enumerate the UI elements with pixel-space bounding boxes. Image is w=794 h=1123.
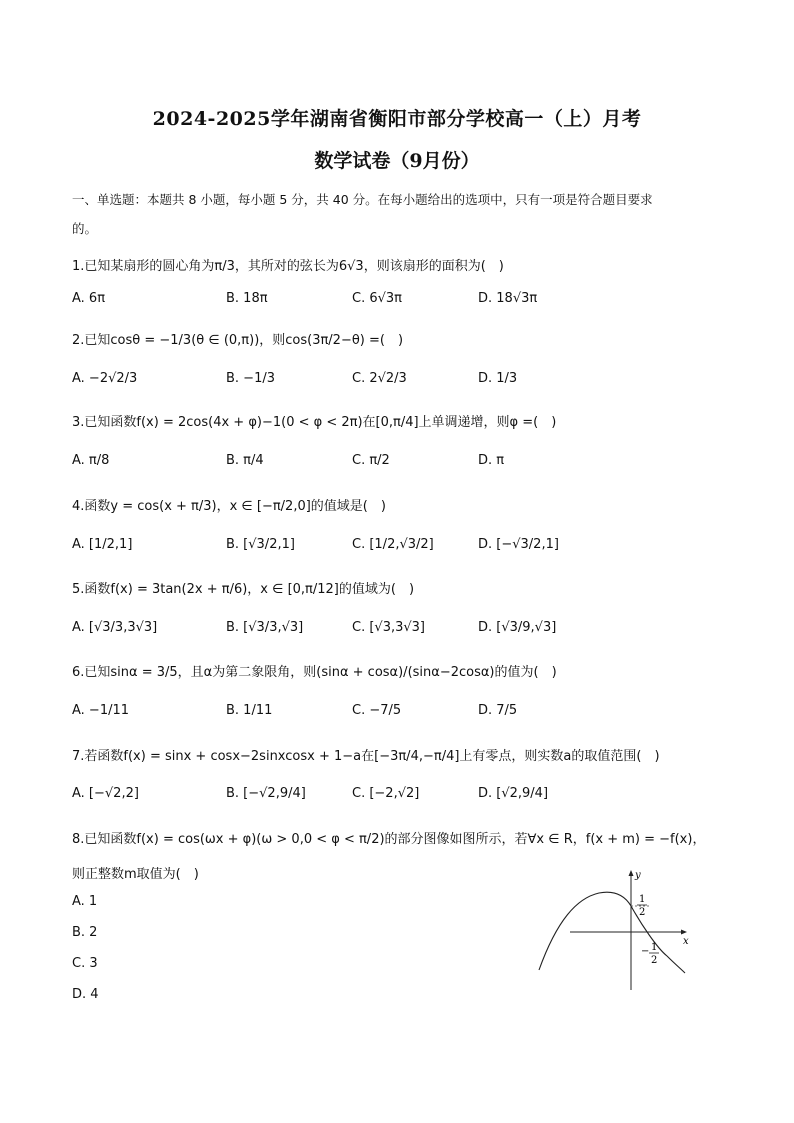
q7-option-c: C. [−2,√2] — [352, 786, 420, 801]
top-label-numerator: 1 — [639, 894, 646, 905]
q6-option-c: C. −7/5 — [352, 703, 402, 718]
q7-option-d: D. [√2,9/4] — [478, 786, 549, 801]
q3-option-a: A. π/8 — [72, 453, 110, 468]
x-axis-label: x — [683, 936, 689, 947]
question-1-stem: 1.已知某扇形的圆心角为π/3，其所对的弦长为6√3，则该扇形的面积为( ) — [72, 259, 504, 274]
q7-option-a: A. [−√2,2] — [72, 786, 139, 801]
cosine-graph-figure — [535, 862, 700, 997]
bottom-label-numerator: 1 — [651, 942, 658, 953]
q5-option-a: A. [√3/3,3√3] — [72, 620, 158, 635]
q8-option-d: D. 4 — [72, 987, 99, 1002]
section-line1: 一、单选题：本题共 8 小题，每小题 5 分，共 40 分。在每小题给出的选项中，只有一项是符合题目要求 — [72, 192, 653, 207]
bottom-label-denominator: 2 — [651, 955, 658, 966]
q4-option-a: A. [1/2,1] — [72, 537, 133, 552]
question-2-stem: 2.已知cosθ = −1/3(θ ∈ (0,π))，则cos(3π/2−θ) =( ) — [72, 333, 404, 348]
q6-option-b: B. 1/11 — [226, 703, 273, 718]
q5-option-c: C. [√3,3√3] — [352, 620, 425, 635]
q3-option-b: B. π/4 — [226, 453, 264, 468]
question-5-stem: 5.函数f(x) = 3tan(2x + π/6)，x ∈ [0,π/12]的值域为( ) — [72, 582, 415, 597]
question-4-stem: 4.函数y = cos(x + π/3)，x ∈ [−π/2,0]的值域是( ) — [72, 499, 386, 514]
section-instructions — [72, 185, 722, 243]
q8-option-c: C. 3 — [72, 956, 98, 971]
q2-option-c: C. 2√2/3 — [352, 371, 407, 386]
exam-title-line2: 数学试卷（9月份） — [314, 150, 480, 172]
q8-option-b: B. 2 — [72, 925, 98, 940]
y-axis-arrow — [629, 870, 634, 876]
q1-option-b: B. 18π — [226, 291, 268, 306]
q3-option-d: D. π — [478, 453, 505, 468]
q5-option-b: B. [√3/3,√3] — [226, 620, 304, 635]
x-axis-arrow — [681, 930, 687, 935]
q7-option-b: B. [−√2,9/4] — [226, 786, 306, 801]
q2-option-d: D. 1/3 — [478, 371, 518, 386]
q5-option-d: D. [√3/9,√3] — [478, 620, 557, 635]
section-line2: 的。 — [72, 221, 98, 236]
question-6-stem: 6.已知sinα = 3/5，且α为第二象限角，则(sinα + cosα)/(sinα−2cosα)的值为( ) — [72, 665, 557, 680]
q2-option-a: A. −2√2/3 — [72, 371, 138, 386]
q4-option-b: B. [√3/2,1] — [226, 537, 295, 552]
question-8-stem: 8.已知函数f(x) = cos(ωx + φ)(ω > 0,0 < φ < π/2)的部分图像如图所示，若∀x ∈ R，f(x + m) = −f(x)， — [72, 832, 706, 847]
q3-option-c: C. π/2 — [352, 453, 390, 468]
top-label-denominator: 2 — [639, 907, 646, 918]
q8-option-a: A. 1 — [72, 894, 98, 909]
question-7-stem: 7.若函数f(x) = sinx + cosx−2sinxcosx + 1−a在[−3π/4,−π/4]上有零点，则实数a的取值范围( ) — [72, 749, 660, 764]
q4-option-c: C. [1/2,√3/2] — [352, 537, 434, 552]
q6-option-d: D. 7/5 — [478, 703, 518, 718]
q2-option-b: B. −1/3 — [226, 371, 275, 386]
y-axis-label: y — [635, 870, 641, 881]
bottom-label-sign: − — [641, 946, 650, 957]
exam-title-line1: 2024-2025学年湖南省衡阳市部分学校高一（上）月考 — [152, 108, 642, 130]
q4-option-d: D. [−√3/2,1] — [478, 537, 559, 552]
cosine-curve — [539, 892, 685, 973]
question-8-stem-line2: 则正整数m取值为( ) — [72, 867, 199, 882]
q1-option-d: D. 18√3π — [478, 291, 538, 306]
question-3-stem: 3.已知函数f(x) = 2cos(4x + φ)−1(0 < φ < 2π)在[0,π/4]上单调递增，则φ =( ) — [72, 415, 557, 430]
q6-option-a: A. −1/11 — [72, 703, 130, 718]
q1-option-c: C. 6√3π — [352, 291, 402, 306]
q1-option-a: A. 6π — [72, 291, 106, 306]
